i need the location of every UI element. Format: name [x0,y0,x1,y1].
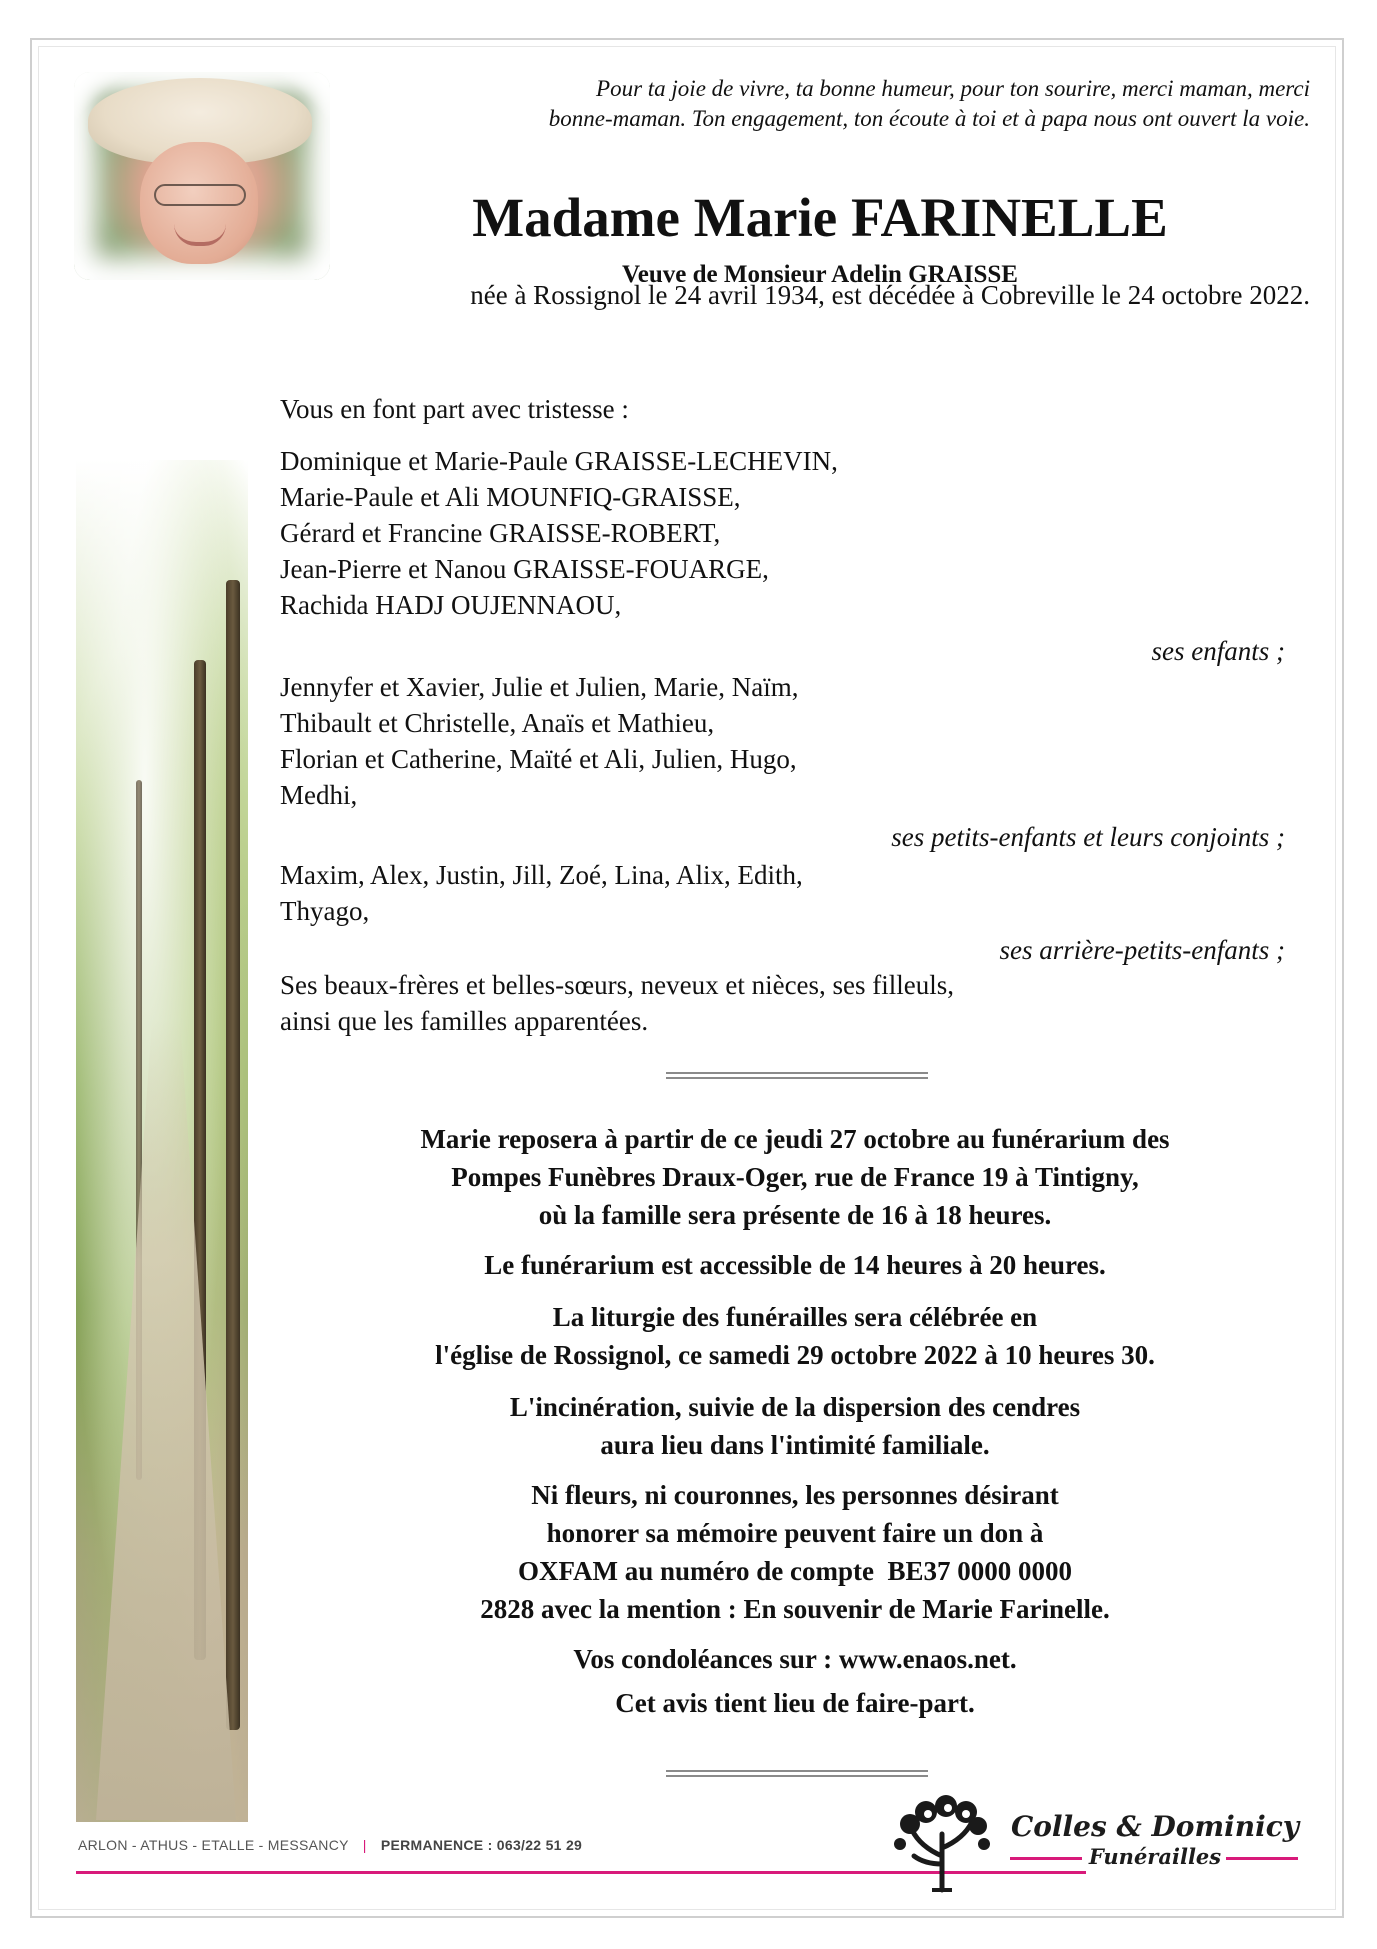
list-item: Ses beaux-frères et belles-sœurs, neveux et nièces, ses filleuls, [280,970,955,1000]
widow-of: Veuve de Monsieur Adelin GRAISSE [622,261,1018,288]
grandchildren-role: ses petits-enfants et leurs conjoints ; [891,822,1285,852]
reposing-info [320,1120,1270,1234]
list-item: ainsi que les familles apparentées. [280,1006,649,1036]
brand-accent-right [1226,1857,1298,1860]
quote-line: Pour ta joie de vivre, ta bonne humeur, pour ton sourire, merci maman, merci [596,76,1310,101]
list-item: Thibault et Christelle, Anaïs et Mathieu, [280,708,715,738]
forest-path-image [76,460,248,1822]
list-item: Jean-Pierre et Nanou GRAISSE-FOUARGE, [280,554,769,584]
access-info [320,1246,1270,1284]
section-divider [666,1072,928,1079]
info-line: où la famille sera présente de 16 à 18 heures. [538,1200,1052,1230]
birth-death-line: née à Rossignol le 24 avril 1934, est décédée à Cobreville le 24 octobre 2022. [470,280,1310,310]
tree-icon [888,1794,996,1894]
donation-info [320,1476,1270,1628]
list-item: Gérard et Francine GRAISSE-ROBERT, [280,518,721,548]
great-grandchildren-list [280,857,1280,929]
list-item: Marie-Paule et Ali MOUNFIQ-GRAISSE, [280,482,741,512]
footer-contact [78,1837,582,1853]
notice-info [320,1684,1270,1722]
announce-line: Vous en font part avec tristesse : [280,394,629,424]
cremation-info [320,1388,1270,1464]
deceased-name: Madame Marie FARINELLE [472,187,1168,248]
footer-locations: ARLON - ATHUS - ETALLE - MESSANCY [78,1837,349,1853]
dedication-quote [340,74,1310,134]
info-line: Marie reposera à partir de ce jeudi 27 octobre au funérarium des [420,1124,1170,1154]
info-line: Pompes Funèbres Draux-Oger, rue de France 19 à Tintigny, [451,1162,1139,1192]
footer-permanence: PERMANENCE : 063/22 51 29 [380,1837,583,1853]
info-line: aura lieu dans l'intimité familiale. [600,1430,990,1460]
list-item: Thyago, [280,896,370,926]
info-line: OXFAM au numéro de compte BE37 0000 0000 [518,1556,1072,1586]
section-divider [666,1770,928,1777]
list-item: Rachida HADJ OUJENNAOU, [280,590,622,620]
portrait-glasses [154,184,246,206]
brand-logo [1010,1810,1300,1870]
brand-subtitle: Funérailles [1088,1844,1222,1869]
brand-accent-left [1010,1857,1082,1860]
list-item: Maxim, Alex, Justin, Jill, Zoé, Lina, Alix, Edith, [280,860,803,890]
great-grandchildren-role: ses arrière-petits-enfants ; [999,935,1285,965]
tree-trunk [226,580,240,1730]
footer-separator: | [362,1837,367,1853]
info-line: La liturgie des funérailles sera célébrée en [552,1302,1038,1332]
quote-line: bonne-maman. Ton engagement, ton écoute à toi et à papa nous ont ouvert la voie. [548,106,1310,131]
list-item: Jennyfer et Xavier, Julie et Julien, Marie, Naïm, [280,672,799,702]
children-role: ses enfants ; [1151,636,1285,666]
info-line: Ni fleurs, ni couronnes, les personnes désirant [531,1480,1059,1510]
portrait-photo [74,72,330,280]
grandchildren-list [280,669,1280,813]
info-line: 2828 avec la mention : En souvenir de Marie Farinelle. [480,1594,1110,1624]
list-item: Medhi, [280,780,358,810]
other-relatives [280,967,1280,1039]
list-item: Florian et Catherine, Maïté et Ali, Julien, Hugo, [280,744,797,774]
list-item: Dominique et Marie-Paule GRAISSE-LECHEVIN, [280,446,838,476]
liturgy-info [320,1298,1270,1374]
info-line: L'incinération, suivie de la dispersion des cendres [509,1392,1081,1422]
forest-path [96,1020,236,1820]
info-line: Le funérarium est accessible de 14 heures à 20 heures. [484,1250,1106,1280]
info-line: Cet avis tient lieu de faire-part. [615,1688,975,1718]
condolences-info [320,1640,1270,1678]
info-line: Vos condoléances sur : www.enaos.net. [573,1644,1017,1674]
children-list [280,443,1280,623]
brand-name: Colles & Dominicy [1010,1810,1300,1843]
info-line: l'église de Rossignol, ce samedi 29 octobre 2022 à 10 heures 30. [435,1340,1155,1370]
info-line: honorer sa mémoire peuvent faire un don à [546,1518,1044,1548]
